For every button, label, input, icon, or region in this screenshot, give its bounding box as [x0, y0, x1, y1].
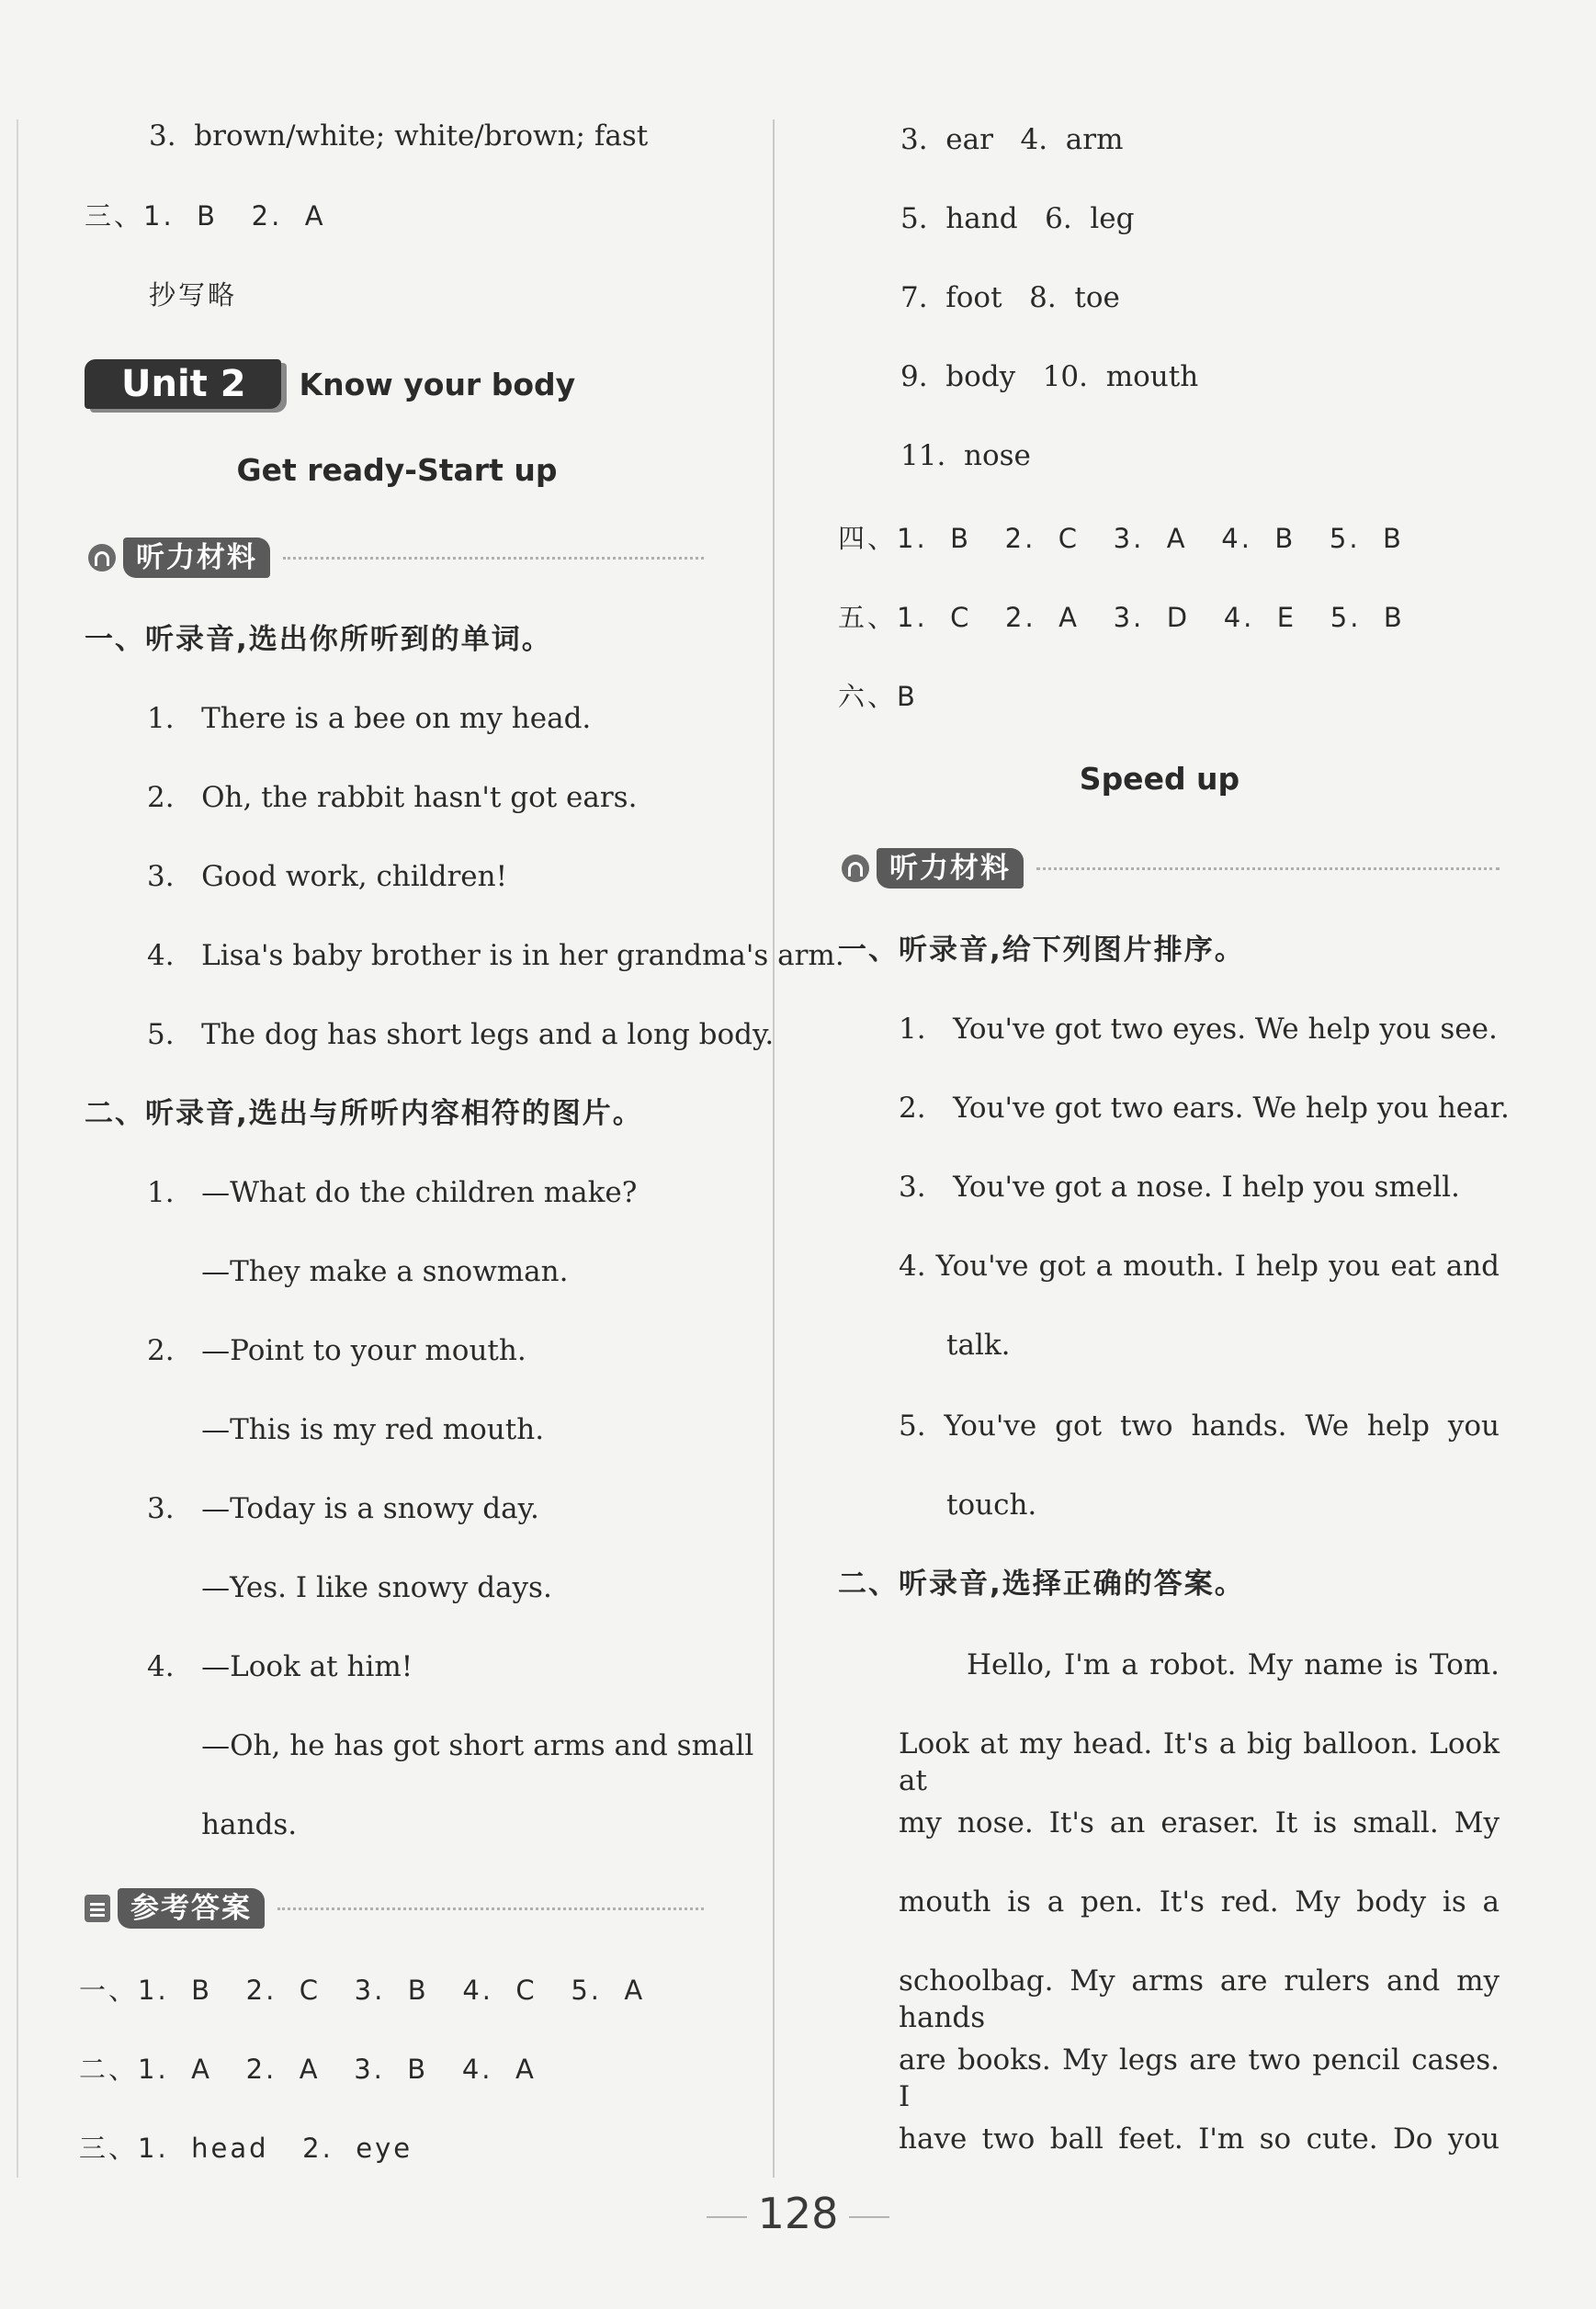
dialog-line: —They make a snowman. — [147, 1255, 569, 1288]
list-item: 2. Oh, the rabbit hasn't got ears. — [147, 781, 638, 814]
question-title-1-right: 一、听录音,给下列图片排序。 — [838, 934, 1245, 967]
answer-section-3b: 三、1. head 2. eye — [79, 2133, 413, 2164]
question-title-2: 二、听录音,选出与所听内容相符的图片。 — [85, 1097, 643, 1130]
list-item: 3. You've got a nose. I help you smell. — [899, 1171, 1460, 1204]
unit-header — [85, 358, 575, 410]
tag-answers — [85, 1887, 704, 1930]
copy-note: 抄写略 — [149, 279, 238, 311]
question-title-1: 一、听录音,选出你所听到的单词。 — [85, 623, 552, 656]
list-item: 5. You've got two hands. We help you — [899, 1409, 1500, 1443]
answer-line: 9. body 10. mouth — [900, 360, 1199, 393]
answer-section-3: 三、1. B 2. A — [85, 200, 326, 232]
unit-title: Know your body — [299, 366, 576, 402]
dotted-rule — [283, 557, 704, 560]
passage-line: mouth is a pen. It's red. My body is a — [899, 1885, 1500, 1919]
section-title-get-ready: Get ready-Start up — [236, 452, 558, 488]
answer-line: 5. hand 6. leg — [900, 202, 1135, 235]
dialog-line: —This is my red mouth. — [147, 1413, 545, 1446]
headphone-icon — [842, 855, 869, 882]
passage-line: have two ball feet. I'm so cute. Do you — [899, 2122, 1500, 2156]
page-number — [0, 2189, 1596, 2238]
passage-line: Look at my head. It's a big balloon. Look at — [899, 1727, 1500, 1797]
page-edge-line — [17, 119, 18, 2178]
dotted-rule — [277, 1907, 704, 1910]
tag-listening-left — [88, 537, 704, 579]
dialog-line: 2. —Point to your mouth. — [147, 1334, 526, 1367]
answer-section-1: 一、1. B 2. C 3. B 4. C 5. A — [79, 1975, 646, 2006]
passage-line: are books. My legs are two pencil cases. I — [899, 2043, 1500, 2113]
answer-line: 3. ear 4. arm — [900, 123, 1124, 156]
dialog-line: 4. —Look at him! — [147, 1650, 413, 1683]
answer-section-4: 四、1. B 2. C 3. A 4. B 5. B — [838, 523, 1404, 554]
answer-section-5: 五、1. C 2. A 3. D 4. E 5. B — [838, 602, 1405, 633]
dialog-line: —Oh, he has got short arms and small — [147, 1729, 754, 1762]
answer-line-3: 3. brown/white; white/brown; fast — [149, 119, 649, 153]
tag-listening-right — [842, 847, 1500, 889]
column-divider — [773, 119, 775, 2178]
dialog-line: 1. —What do the children make? — [147, 1176, 638, 1209]
dialog-line: 3. —Today is a snowy day. — [147, 1492, 539, 1525]
page-number-dash-right — [849, 2216, 889, 2218]
document-icon — [85, 1895, 110, 1922]
passage-line: schoolbag. My arms are rulers and my hands — [899, 1964, 1500, 2034]
list-item: 4. Lisa's baby brother is in her grandma's arm. — [147, 939, 844, 972]
list-item-cont: talk. — [946, 1329, 1011, 1362]
unit-badge: Unit 2 — [85, 359, 281, 409]
dotted-rule — [1036, 867, 1500, 870]
list-item: 2. You've got two ears. We help you hear. — [899, 1092, 1510, 1125]
answer-section-6: 六、B — [838, 681, 918, 712]
page-number-text: 128 — [757, 2189, 839, 2238]
dialog-line: hands. — [147, 1808, 298, 1841]
list-item: 4. You've got a mouth. I help you eat and — [899, 1250, 1500, 1283]
dialog-line: —Yes. I like snowy days. — [147, 1571, 552, 1604]
tag-label: 听力材料 — [877, 848, 1024, 889]
answer-line: 11. nose — [900, 439, 1031, 472]
list-item: 1. You've got two eyes. We help you see. — [899, 1013, 1498, 1046]
tag-label: 参考答案 — [118, 1888, 265, 1929]
headphone-icon — [88, 544, 116, 572]
list-item: 3. Good work, children! — [147, 860, 508, 893]
section-title-speed-up: Speed up — [1079, 761, 1240, 797]
answer-section-2: 二、1. A 2. A 3. B 4. A — [79, 2054, 537, 2085]
question-title-2-right: 二、听录音,选择正确的答案。 — [838, 1568, 1245, 1601]
passage-line: Hello, I'm a robot. My name is Tom. — [967, 1648, 1500, 1681]
passage-line: my nose. It's an eraser. It is small. My — [899, 1806, 1500, 1839]
list-item-cont: touch. — [946, 1488, 1037, 1522]
answer-line: 7. foot 8. toe — [900, 281, 1120, 314]
list-item: 1. There is a bee on my head. — [147, 702, 592, 735]
list-item: 5. The dog has short legs and a long body. — [147, 1018, 775, 1051]
page-number-dash-left — [707, 2216, 747, 2218]
tag-label: 听力材料 — [123, 538, 270, 578]
